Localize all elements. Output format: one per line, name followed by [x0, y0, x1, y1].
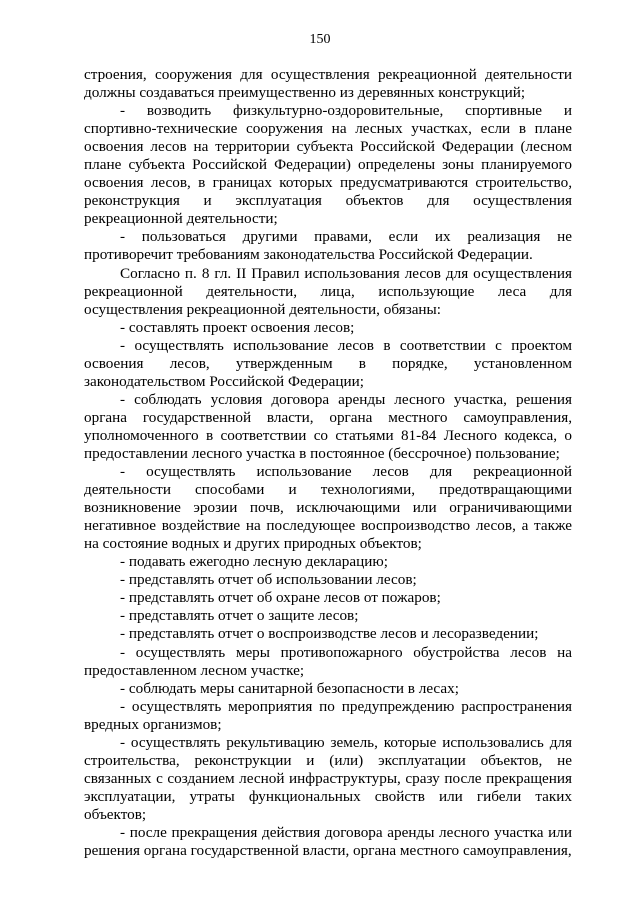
list-item-fire-measures: - осуществлять меры противопожарного обустройства лесов на предоставленном лесном участке; — [84, 643, 572, 679]
list-item-sanitary-measures: - соблюдать меры санитарной безопасности в лесах; — [120, 679, 459, 697]
paragraph-obligations-intro: Согласно п. 8 гл. II Правил использования лесов для осуществления рекреационной деятельности, лица, использующие леса для осуществления рекреационной деятельности, обязаны: — [84, 264, 572, 318]
document-body — [84, 66, 572, 860]
list-item-fire-protection-report: - представлять отчет об охране лесов от пожаров; — [120, 589, 441, 607]
list-item-build-sports-facilities: - возводить физкультурно-оздоровительные, спортивные и спортивно-технические сооружения на лесных участках, если в плане освоения лесов на территории субъекта Российской Федерации (лесном плане субъекта Российской Федерации) определены зоны планируемого освоения лесов, в границах которых предусматриваются строительство, реконструкция и эксплуатация объектов для осуществления рекреационной деятельности; — [84, 102, 572, 228]
list-item-other-rights: - пользоваться другими правами, если их реализация не противоречит требованиям законодательства Российской Федерации. — [84, 228, 572, 264]
list-item-lease-conditions: - соблюдать условия договора аренды лесного участка, решения органа государственной власти, органа местного самоуправления, уполномоченного в соответствии со статьями 81-84 Лесного кодекса, о предоставлении лесного участка в постоянное (бессрочное) пользование; — [84, 390, 572, 462]
paragraph-continuation: строения, сооружения для осуществления рекреационной деятельности должны создаваться преимущественно из деревянных конструкций; — [84, 66, 572, 102]
list-item-reproduction-report: - представлять отчет о воспроизводстве лесов и лесоразведении; — [120, 625, 539, 643]
list-item-forest-declaration: - подавать ежегодно лесную декларацию; — [120, 553, 388, 571]
page-number: 150 — [309, 32, 331, 47]
list-item-usage-report: - представлять отчет об использовании лесов; — [120, 571, 417, 589]
list-item-forest-protection-report: - представлять отчет о защите лесов; — [120, 607, 359, 625]
list-item-forest-development-project: - составлять проект освоения лесов; — [120, 318, 355, 336]
list-item-after-lease-termination: - после прекращения действия договора аренды лесного участка или решения органа государственной власти, органа местного самоуправления, — [84, 823, 572, 860]
list-item-land-recultivation: - осуществлять рекультивацию земель, которые использовались для строительства, реконструкции и (или) эксплуатации объектов, не связанных с созданием лесной инфраструктуры, сразу после прекращения эксплуатации, утраты функциональных свойств или гибели таких объектов; — [84, 733, 572, 823]
list-item-use-per-project: - осуществлять использование лесов в соответствии с проектом освоения лесов, утвержденным в порядке, установленном законодательством Российской Федерации; — [84, 336, 572, 390]
list-item-pest-prevention: - осуществлять мероприятия по предупреждению распространения вредных организмов; — [84, 697, 572, 733]
list-item-erosion-prevention: - осуществлять использование лесов для рекреационной деятельности способами и технологиями, предотвращающими возникновение эрозии почв, исключающими или ограничивающими негативное воздействие на последующее воспроизводство лесов, а также на состояние водных и других природных объектов; — [84, 463, 572, 553]
